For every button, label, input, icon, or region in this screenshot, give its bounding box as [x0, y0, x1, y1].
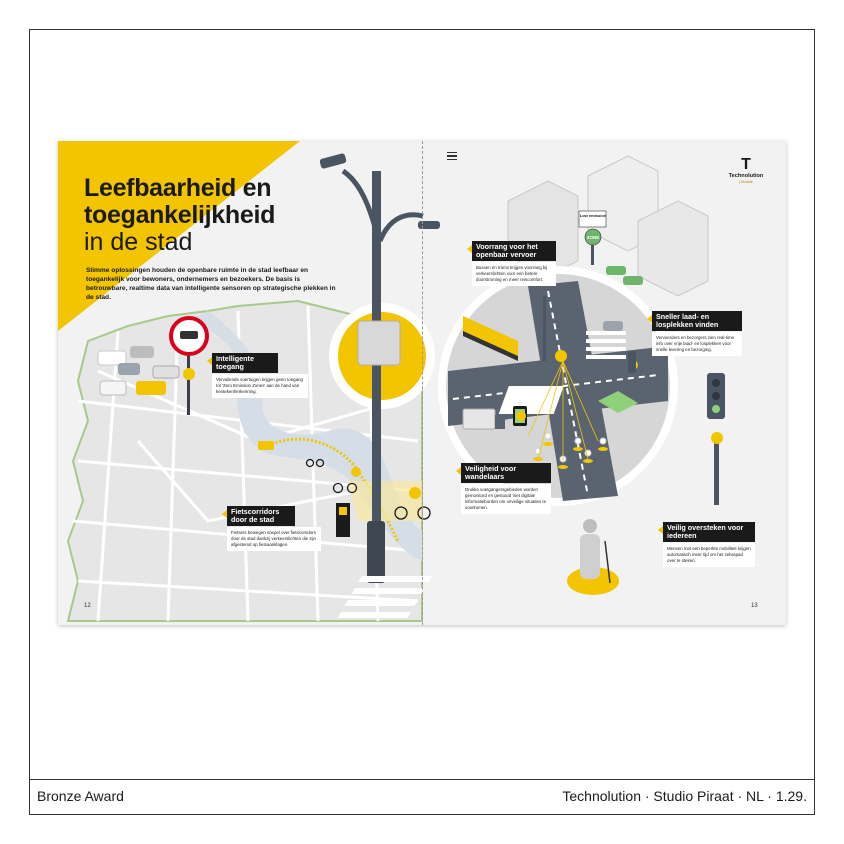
callout-body: Mensen met een beperkte mobiliteit krijgen automatisch meer tijd om het zebrapad over te steken.	[663, 543, 755, 567]
callout-body: Fietsers bewegen soepel over fietscorridors door de stad dankzij verkeerslichten die zijn afgestemd op fietsaanklagen.	[227, 527, 321, 551]
credit-label: Technolution · Studio Piraat · NL · 1.29.	[562, 788, 807, 804]
taxi-car	[258, 441, 274, 450]
callout-fietscorridors	[227, 506, 316, 551]
callout-title: Fietscorridors door de stad	[227, 506, 295, 526]
intro-text: Slimme oplossingen houden de openbare ruimte in de stad leefbaar en toegankelijk voor bewoners, ondernemers en bezoekers. De basis is betrouwbare, realtime data van intelligente sensoren op strategische plekken in de stad.	[86, 267, 336, 301]
menu-icon	[447, 152, 457, 160]
callout-body: Drukke voetgangersgebieden worden gemonitord en gestuurd met digitale informatieborden om onveilige situaties te voorkomen.	[461, 484, 551, 514]
callout-title: Veiligheid voor wandelaars	[461, 463, 551, 483]
award-label: Bronze Award	[37, 788, 124, 804]
title-line-2: toegankelijkheid	[84, 201, 276, 229]
title-line-1: Leefbaarheid en	[84, 174, 272, 202]
callout-wandelaars	[461, 463, 551, 514]
logo-sub: | Mobile	[739, 179, 753, 184]
spread-fold	[422, 141, 423, 625]
page-number-left: 12	[84, 603, 91, 609]
callout-title: Sneller laad- en losplekken vinden	[652, 311, 742, 331]
page-number-right: 13	[751, 603, 758, 609]
technolution-logo	[721, 157, 771, 184]
logo-name: Technolution	[728, 173, 764, 179]
spread-title	[84, 175, 344, 256]
brochure-spread	[58, 141, 786, 625]
green-car	[606, 266, 626, 275]
logo-mark: T	[741, 156, 751, 173]
green-car-2	[623, 276, 643, 285]
title-line-3: in de stad	[84, 228, 193, 256]
cyclist-badge-2	[409, 487, 421, 499]
callout-laad-losplekken	[652, 311, 742, 356]
callout-body: Vervoerders en bezorgers zien real-time info over vrije laad- en losplekken voor snelle levering en bezorging.	[652, 332, 742, 356]
callout-title: Veilig oversteken voor iedereen	[663, 522, 755, 542]
callout-title: Intelligente toegang	[212, 353, 278, 373]
callout-body: Vervuilende voertuigen krijgen geen toegang tot 'Zero Emission Zones' aan de hand van kentekenherkenning.	[212, 374, 308, 398]
callout-openbaar-vervoer	[472, 241, 556, 286]
callout-body: Bussen en trams krijgen voorrang bij verkeerslichten voor een betere doorstroming en meer reiscomfort.	[472, 262, 556, 286]
footer-divider	[29, 779, 815, 780]
traffic-light	[707, 373, 725, 505]
callout-title: Voorrang voor het openbaar vervoer	[472, 241, 556, 261]
low-emission-label: Low emission	[579, 213, 607, 218]
zone-label: ZONE	[586, 235, 600, 240]
callout-intelligente-toegang	[212, 353, 303, 398]
cyclist-badge	[351, 467, 361, 477]
callout-veilig-oversteken	[663, 522, 755, 567]
